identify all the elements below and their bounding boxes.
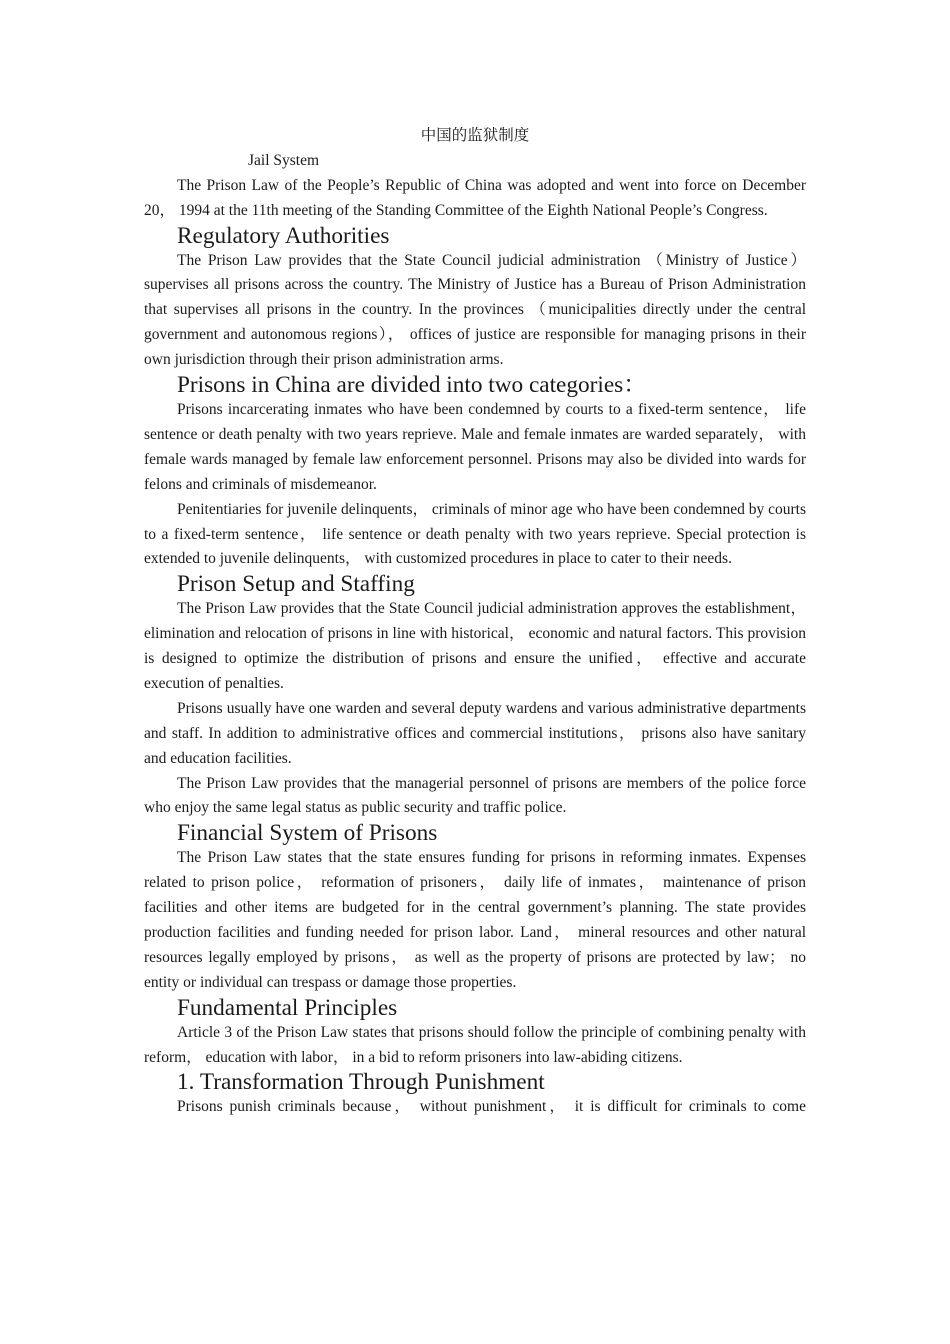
- section-heading-prison-categories: Prisons in China are divided into two categories：: [177, 372, 647, 399]
- paragraph-article-3: Article 3 of the Prison Law states that prisons should follow the principle of combining penalty with reform， education with labor， in a bid to reform prisoners into law-abiding citizens.: [144, 1023, 806, 1066]
- document-body: [144, 124, 806, 1120]
- paragraph-wardens-staff: Prisons usually have one warden and several deputy wardens and various administrative departments and staff. In addition to administrative offices and commercial institutions， prisons also have sanitary and education facilities.: [144, 699, 806, 767]
- paragraph-financial-system: The Prison Law states that the state ensures funding for prisons in reforming inmates. Expenses related to prison police， reformation of prisoners， daily life of inmates， maintenance of prison facilities and other items are budgeted for in the central government’s planning. The state provides production facilities and funding needed for prison labor. Land， mineral resources and other natural resources legally employed by prisons， as well as the property of prisons are protected by law； no entity or individual can trespass or damage those properties.: [144, 849, 806, 991]
- section-heading-setup-staffing: Prison Setup and Staffing: [177, 571, 415, 598]
- section-heading-financial-system: Financial System of Prisons: [177, 820, 438, 847]
- paragraph-setup-approval: The Prison Law provides that the State Council judicial administration approves the establishment， elimination and relocation of prisons in line with historical， economic and natural factors. This provision is designed to optimize the distribution of prisons and ensure the unified， effective and accurate execution of penalties.: [144, 600, 806, 692]
- page-title: 中国的监狱制度: [420, 127, 530, 144]
- paragraph-punishment: Prisons punish criminals because， without punishment， it is difficult for criminals to come: [177, 1098, 806, 1116]
- section-heading-transformation: 1. Transformation Through Punishment: [177, 1069, 545, 1096]
- paragraph-police-status: The Prison Law provides that the managerial personnel of prisons are members of the police force who enjoy the same legal status as public security and traffic police.: [144, 774, 806, 817]
- paragraph-prisons-category: Prisons incarcerating inmates who have been condemned by courts to a fixed-term sentence， life sentence or death penalty with two years reprieve. Male and female inmates are warded separately， with female wards managed by female law enforcement personnel. Prisons may also be divided into wards for felons and criminals of misdemeanor.: [144, 400, 806, 493]
- paragraph-intro: The Prison Law of the People’s Republic of China was adopted and went into force on December 20， 1994 at the 11th meeting of the Standing Committee of the Eighth National People’s Congress.: [144, 176, 806, 219]
- section-heading-fundamental-principles: Fundamental Principles: [177, 994, 398, 1021]
- paragraph-juvenile-penitentiaries: Penitentiaries for juvenile delinquents， criminals of minor age who have been condemned by courts to a fixed-term sentence， life sentence or death penalty with two years reprieve. Special protection is extended to juvenile delinquents， with customized procedures in place to cater to their needs.: [144, 500, 806, 568]
- document-subtitle: Jail System: [248, 151, 320, 169]
- paragraph-regulatory-authorities: The Prison Law provides that the State Council judicial administration （Ministry of Justice） supervises all prisons across the country. The Ministry of Justice has a Bureau of Prison Administration that supervises all prisons in the country. In the provinces （municipalities directly under the central government and autonomous regions）， offices of justice are responsible for managing prisons in their own jurisdiction through their prison administration arms.: [144, 251, 806, 369]
- section-heading-regulatory-authorities: Regulatory Authorities: [177, 222, 390, 249]
